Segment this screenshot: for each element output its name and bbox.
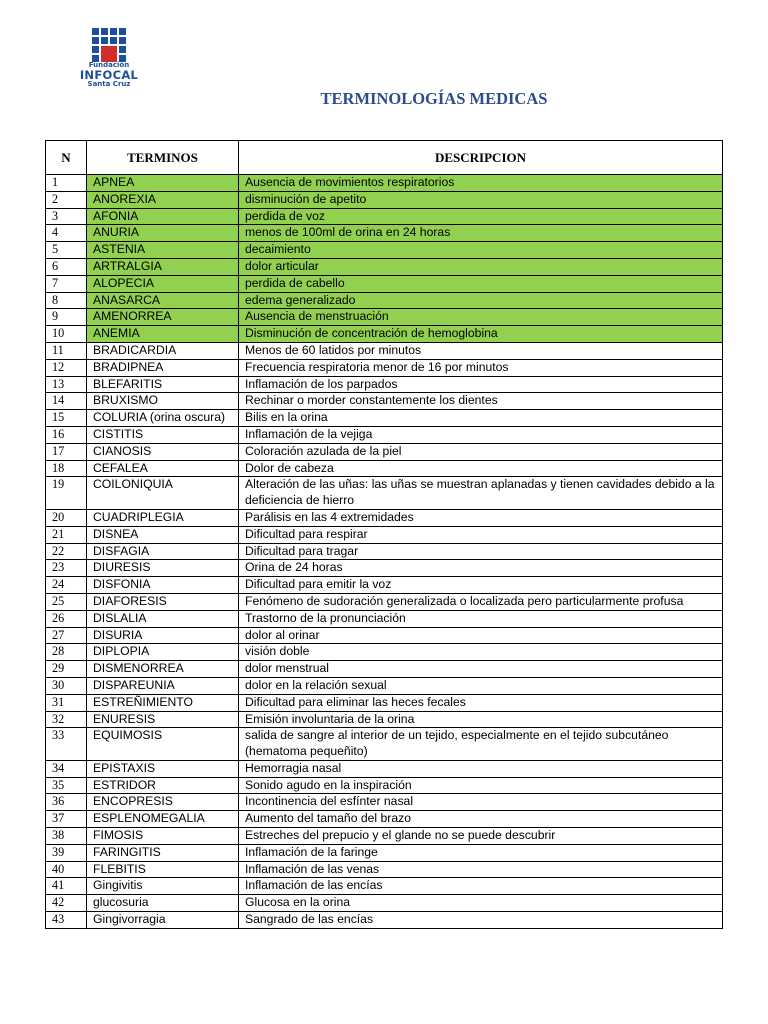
table-row [46, 326, 723, 343]
row-term: ARTRALGIA [87, 258, 239, 275]
table-row [46, 895, 723, 912]
row-description: Rechinar o morder constantemente los dientes [239, 393, 723, 410]
table-row [46, 844, 723, 861]
logo-text-infocal: INFOCAL [79, 68, 139, 82]
row-number: 16 [46, 426, 87, 443]
row-description: Sonido agudo en la inspiración [239, 777, 723, 794]
table-row [46, 677, 723, 694]
row-description: Incontinencia del esfínter nasal [239, 794, 723, 811]
row-term: DIPLOPIA [87, 644, 239, 661]
row-description: Coloración azulada de la piel [239, 443, 723, 460]
table-row [46, 661, 723, 678]
row-number: 37 [46, 811, 87, 828]
table-row [46, 828, 723, 845]
row-description: Ausencia de menstruación [239, 309, 723, 326]
row-term: CIANOSIS [87, 443, 239, 460]
table-row [46, 728, 723, 761]
row-description: Inflamación de los parpados [239, 376, 723, 393]
row-term: ESPLENOMEGALIA [87, 811, 239, 828]
row-number: 29 [46, 661, 87, 678]
row-term: ENCOPRESIS [87, 794, 239, 811]
table-row [46, 878, 723, 895]
row-term: ANEMIA [87, 326, 239, 343]
row-description: Parálisis en las 4 extremidades [239, 509, 723, 526]
row-term: BRUXISMO [87, 393, 239, 410]
row-number: 2 [46, 191, 87, 208]
row-description: Dificultad para eliminar las heces fecales [239, 694, 723, 711]
table-row [46, 460, 723, 477]
row-description: disminución de apetito [239, 191, 723, 208]
row-term: DISPAREUNIA [87, 677, 239, 694]
table-row [46, 208, 723, 225]
row-number: 36 [46, 794, 87, 811]
table-row [46, 359, 723, 376]
row-number: 22 [46, 543, 87, 560]
row-number: 9 [46, 309, 87, 326]
row-description: dolor articular [239, 258, 723, 275]
table-row [46, 644, 723, 661]
row-term: FLEBITIS [87, 861, 239, 878]
table-row [46, 225, 723, 242]
row-description: Alteración de las uñas: las uñas se muestran aplanadas y tienen cavidades debido a la deficiencia de hierro [239, 477, 723, 510]
table-row [46, 861, 723, 878]
row-number: 13 [46, 376, 87, 393]
row-description: Disminución de concentración de hemoglobina [239, 326, 723, 343]
table-row [46, 811, 723, 828]
table-row [46, 393, 723, 410]
table-row [46, 309, 723, 326]
table-row [46, 577, 723, 594]
row-term: Gingivorragia [87, 912, 239, 929]
table-row [46, 560, 723, 577]
row-term: AMENORREA [87, 309, 239, 326]
row-term: DISNEA [87, 526, 239, 543]
row-description: Orina de 24 horas [239, 560, 723, 577]
row-term: FARINGITIS [87, 844, 239, 861]
row-number: 34 [46, 760, 87, 777]
row-description: dolor menstrual [239, 661, 723, 678]
row-description: Dolor de cabeza [239, 460, 723, 477]
row-number: 25 [46, 593, 87, 610]
row-number: 28 [46, 644, 87, 661]
row-description: perdida de cabello [239, 275, 723, 292]
table-row [46, 426, 723, 443]
row-term: BRADIPNEA [87, 359, 239, 376]
row-description: Menos de 60 latidos por minutos [239, 342, 723, 359]
row-term: DISMENORREA [87, 661, 239, 678]
infocal-logo-mark-icon [92, 28, 126, 62]
row-number: 14 [46, 393, 87, 410]
row-number: 23 [46, 560, 87, 577]
row-description: Bilis en la orina [239, 410, 723, 427]
row-description: Dificultad para emitir la voz [239, 577, 723, 594]
row-term: DIAFORESIS [87, 593, 239, 610]
row-number: 15 [46, 410, 87, 427]
row-number: 39 [46, 844, 87, 861]
row-number: 27 [46, 627, 87, 644]
row-term: ESTRIDOR [87, 777, 239, 794]
row-description: Ausencia de movimientos respiratorios [239, 175, 723, 192]
row-description: Glucosa en la orina [239, 895, 723, 912]
row-number: 5 [46, 242, 87, 259]
row-term: ANURIA [87, 225, 239, 242]
row-term: EQUIMOSIS [87, 728, 239, 761]
table-row [46, 526, 723, 543]
row-term: Gingivitis [87, 878, 239, 895]
row-number: 11 [46, 342, 87, 359]
row-number: 3 [46, 208, 87, 225]
row-number: 41 [46, 878, 87, 895]
header-n: N [46, 141, 87, 175]
table-row [46, 477, 723, 510]
row-term: ANOREXIA [87, 191, 239, 208]
table-row [46, 509, 723, 526]
table-row [46, 694, 723, 711]
row-number: 18 [46, 460, 87, 477]
row-number: 4 [46, 225, 87, 242]
row-description: salida de sangre al interior de un tejido, especialmente en el tejido subcutáneo (hematoma pequeñito) [239, 728, 723, 761]
row-number: 1 [46, 175, 87, 192]
row-number: 30 [46, 677, 87, 694]
row-term: glucosuria [87, 895, 239, 912]
row-term: ASTENIA [87, 242, 239, 259]
row-description: Emisión involuntaria de la orina [239, 711, 723, 728]
row-term: ANASARCA [87, 292, 239, 309]
table-row [46, 711, 723, 728]
row-term: EPISTAXIS [87, 760, 239, 777]
row-description: menos de 100ml de orina en 24 horas [239, 225, 723, 242]
row-number: 31 [46, 694, 87, 711]
table-row [46, 777, 723, 794]
row-term: DIURESIS [87, 560, 239, 577]
table-row [46, 912, 723, 929]
row-term: CISTITIS [87, 426, 239, 443]
row-term: COILONIQUIA [87, 477, 239, 510]
row-number: 43 [46, 912, 87, 929]
row-term: CUADRIPLEGIA [87, 509, 239, 526]
row-number: 12 [46, 359, 87, 376]
row-description: Hemorragia nasal [239, 760, 723, 777]
header-description: DESCRIPCION [239, 141, 723, 175]
row-number: 20 [46, 509, 87, 526]
row-number: 6 [46, 258, 87, 275]
row-term: DISURIA [87, 627, 239, 644]
row-description: decaimiento [239, 242, 723, 259]
table-row [46, 258, 723, 275]
table-row [46, 275, 723, 292]
table-row [46, 443, 723, 460]
row-description: Frecuencia respiratoria menor de 16 por minutos [239, 359, 723, 376]
header-terms: TERMINOS [87, 141, 239, 175]
row-term: AFONIA [87, 208, 239, 225]
row-description: Aumento del tamaño del brazo [239, 811, 723, 828]
row-description: perdida de voz [239, 208, 723, 225]
row-term: BLEFARITIS [87, 376, 239, 393]
row-term: DISFONIA [87, 577, 239, 594]
row-number: 7 [46, 275, 87, 292]
row-description: Sangrado de las encías [239, 912, 723, 929]
page-title: TERMINOLOGÍAS MEDICAS [320, 89, 548, 108]
row-number: 19 [46, 477, 87, 510]
logo-text-fundacion: Fundación [88, 61, 130, 69]
row-number: 8 [46, 292, 87, 309]
row-term: ALOPECIA [87, 275, 239, 292]
row-number: 38 [46, 828, 87, 845]
row-number: 40 [46, 861, 87, 878]
row-number: 35 [46, 777, 87, 794]
row-number: 32 [46, 711, 87, 728]
table-row [46, 794, 723, 811]
row-term: CEFALEA [87, 460, 239, 477]
row-description: Dificultad para tragar [239, 543, 723, 560]
table-row [46, 191, 723, 208]
row-description: Estreches del prepucio y el glande no se puede descubrir [239, 828, 723, 845]
row-number: 33 [46, 728, 87, 761]
table-row [46, 242, 723, 259]
row-term: ENURESIS [87, 711, 239, 728]
row-number: 17 [46, 443, 87, 460]
row-description: Fenómeno de sudoración generalizada o localizada pero particularmente profusa [239, 593, 723, 610]
row-number: 24 [46, 577, 87, 594]
table-row [46, 410, 723, 427]
row-term: APNEA [87, 175, 239, 192]
terms-table [45, 140, 723, 929]
row-number: 21 [46, 526, 87, 543]
row-number: 10 [46, 326, 87, 343]
table-row [46, 543, 723, 560]
row-term: COLURIA (orina oscura) [87, 410, 239, 427]
table-row [46, 593, 723, 610]
logo-text-santa-cruz: Santa Cruz [87, 80, 131, 88]
row-term: ESTREÑIMIENTO [87, 694, 239, 711]
table-row [46, 760, 723, 777]
table-row [46, 292, 723, 309]
table-row [46, 342, 723, 359]
row-description: Dificultad para respirar [239, 526, 723, 543]
row-description: Inflamación de la faringe [239, 844, 723, 861]
table-row [46, 376, 723, 393]
row-number: 42 [46, 895, 87, 912]
row-term: DISLALIA [87, 610, 239, 627]
table-row [46, 610, 723, 627]
row-term: FIMOSIS [87, 828, 239, 845]
row-number: 26 [46, 610, 87, 627]
row-description: Inflamación de las encías [239, 878, 723, 895]
table-row [46, 627, 723, 644]
infocal-logo [72, 28, 146, 88]
row-description: Inflamación de las venas [239, 861, 723, 878]
row-description: Trastorno de la pronunciación [239, 610, 723, 627]
table-header-row [46, 141, 723, 175]
row-description: edema generalizado [239, 292, 723, 309]
row-term: DISFAGIA [87, 543, 239, 560]
row-description: visión doble [239, 644, 723, 661]
row-description: Inflamación de la vejiga [239, 426, 723, 443]
row-term: BRADICARDIA [87, 342, 239, 359]
table-body [46, 175, 723, 929]
row-description: dolor en la relación sexual [239, 677, 723, 694]
table-row [46, 175, 723, 192]
row-description: dolor al orinar [239, 627, 723, 644]
